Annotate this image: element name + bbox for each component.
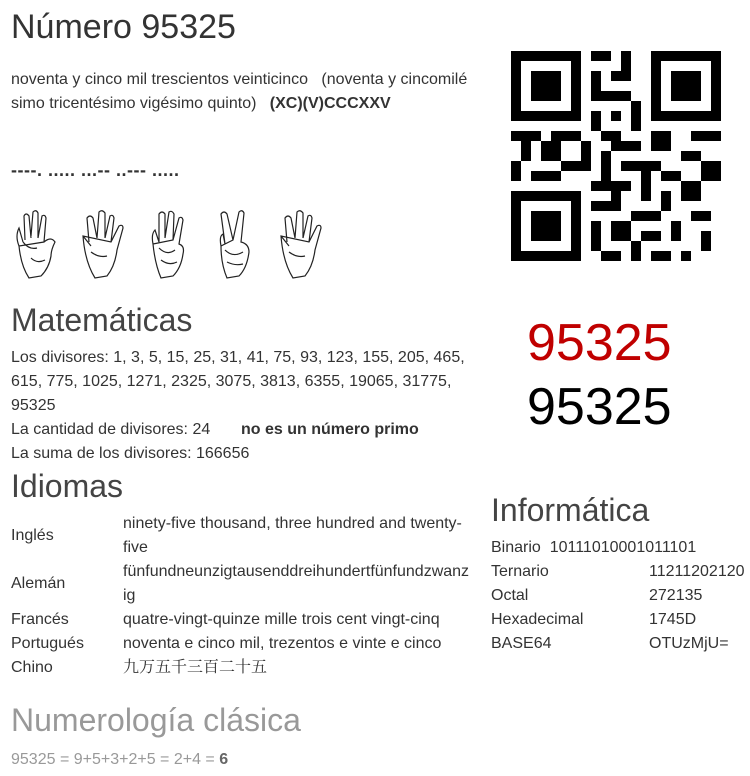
info-label: BASE64 (491, 635, 552, 652)
ternary-row (491, 560, 750, 584)
info-value: 11211202120 (649, 563, 745, 580)
hand-3-icon (143, 206, 201, 280)
hand-5b-icon (275, 206, 333, 280)
hand-9-icon (11, 206, 69, 280)
math-heading: Matemáticas (11, 302, 193, 338)
info-label: Octal (491, 587, 529, 604)
numerology-formula (11, 748, 228, 772)
info-value: OTUzMjU= (649, 635, 729, 652)
octal-row (491, 584, 750, 608)
divisors-line-1: Los divisores: 1, 3, 5, 15, 25, 31, 41, 75, 93, 123, 155, 205, 465, (11, 349, 465, 366)
language-value: 九万五千三百二十五 (123, 659, 268, 676)
numerology-sum: 95325 = 9+5+3+2+5 = 2+4 = (11, 751, 220, 768)
numerology-result: 6 (219, 751, 229, 768)
sign-language-hands (11, 206, 333, 280)
big-number-black: 95325 (527, 378, 672, 436)
language-value: noventa e cinco mil, trezentos e vinte e cinco (123, 635, 442, 652)
info-label: Hexadecimal (491, 611, 584, 628)
ordinal-line-2 (11, 92, 481, 116)
binary-label: Binario (491, 539, 541, 556)
page-title: Número 95325 (11, 8, 236, 46)
language-value: fünfundneunzigtausenddreihundertfünfundzwanzig (123, 563, 470, 604)
base64-row (491, 632, 750, 656)
spanish-words (11, 68, 481, 92)
language-name: Francés (11, 611, 69, 628)
info-value: 272135 (649, 587, 703, 604)
divisors-line-3: 95325 (11, 397, 56, 414)
binary-value: 10111010001011101 (549, 539, 697, 556)
ordinal-text-2: simo tricentésimo vigésimo quinto) (11, 95, 257, 112)
divisor-count: La cantidad de divisores: 24 (11, 421, 211, 438)
languages-heading: Idiomas (11, 468, 124, 504)
binary-row (491, 536, 750, 560)
informatica-heading: Informática (491, 492, 650, 528)
language-name: Chino (11, 659, 53, 676)
language-name: Inglés (11, 527, 54, 544)
language-value: quatre-vingt-quinze mille trois cent vingt-cinq (123, 611, 440, 628)
language-name: Alemán (11, 575, 66, 592)
hand-5-icon (77, 206, 135, 280)
hand-2-icon (209, 206, 267, 280)
info-value: 1745D (649, 611, 697, 628)
prime-status: no es un número primo (241, 421, 419, 438)
qr-code-icon (511, 51, 721, 261)
language-name: Portugués (11, 635, 84, 652)
language-value: ninety-five thousand, three hundred and twenty-five (123, 515, 462, 556)
divisors-list (11, 346, 491, 418)
big-number-red: 95325 (527, 314, 672, 372)
ordinal-text: (noventa y cincomilé (321, 71, 468, 88)
roman-numeral: (XC)(V)CCCXXV (269, 95, 391, 112)
info-label: Ternario (491, 563, 549, 580)
hex-row (491, 608, 750, 632)
divisors-line-2: 615, 775, 1025, 1271, 2325, 3075, 3813, 6355, 19065, 31775, (11, 373, 452, 390)
numerology-heading: Numerología clásica (11, 702, 301, 738)
morse-code: ----. ..... ...-- ..--- ..... (11, 160, 180, 180)
divisor-sum: La suma de los divisores: 166656 (11, 445, 250, 462)
cardinal-text: noventa y cinco mil trescientos veinticinco (11, 71, 309, 88)
